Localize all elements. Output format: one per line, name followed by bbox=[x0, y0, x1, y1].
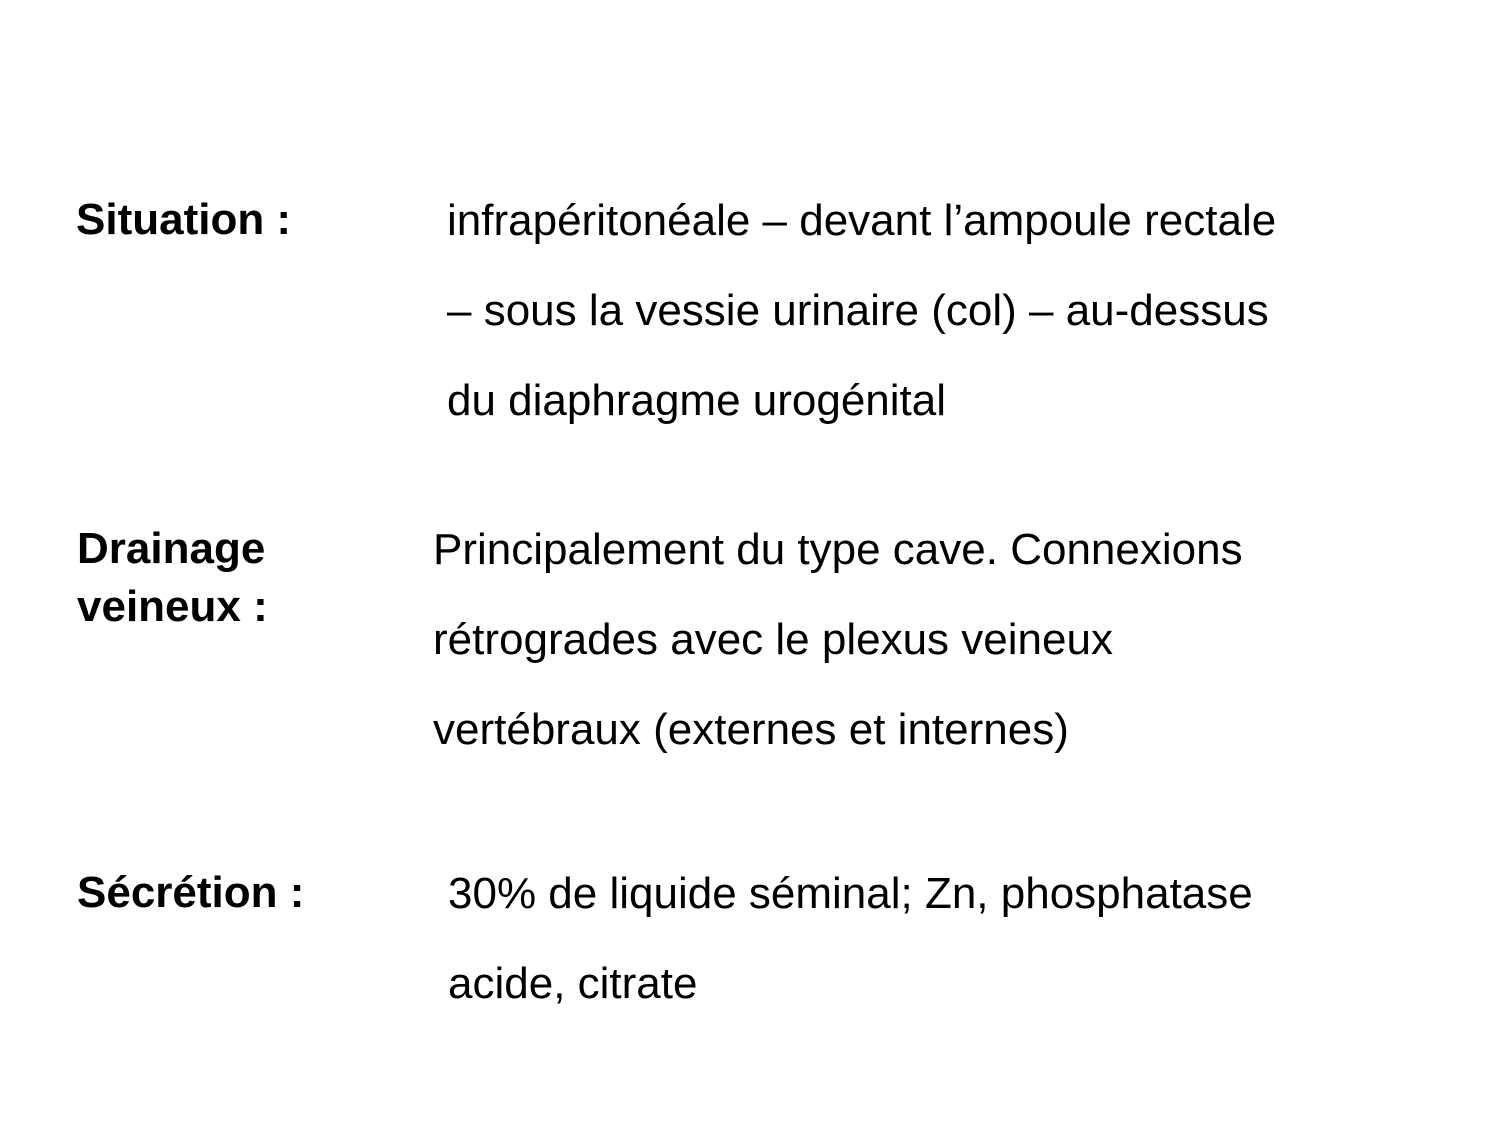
term-label bbox=[77, 520, 268, 636]
definition-text bbox=[448, 849, 1253, 1029]
definition-line: 30% de liquide séminal; Zn, phosphatase bbox=[448, 869, 1253, 918]
definition-line: vertébraux (externes et internes) bbox=[433, 705, 1069, 754]
term-label bbox=[77, 864, 304, 922]
definition-text bbox=[447, 176, 1276, 446]
term-label bbox=[76, 191, 291, 249]
definition-line: acide, citrate bbox=[448, 959, 698, 1008]
definition-text bbox=[433, 505, 1243, 775]
definition-line: rétrogrades avec le plexus veineux bbox=[433, 615, 1113, 664]
term-line: Drainage bbox=[77, 524, 266, 573]
term-line: Situation : bbox=[76, 195, 292, 244]
term-line: Sécrétion : bbox=[77, 868, 305, 917]
definition-line: – sous la vessie urinaire (col) – au-dessus bbox=[447, 286, 1269, 335]
definition-line: infrapéritonéale – devant l’ampoule rectale bbox=[447, 196, 1277, 245]
definition-line: du diaphragme urogénital bbox=[447, 376, 947, 425]
term-line: veineux : bbox=[77, 582, 268, 631]
definition-line: Principalement du type cave. Connexions bbox=[433, 525, 1243, 574]
